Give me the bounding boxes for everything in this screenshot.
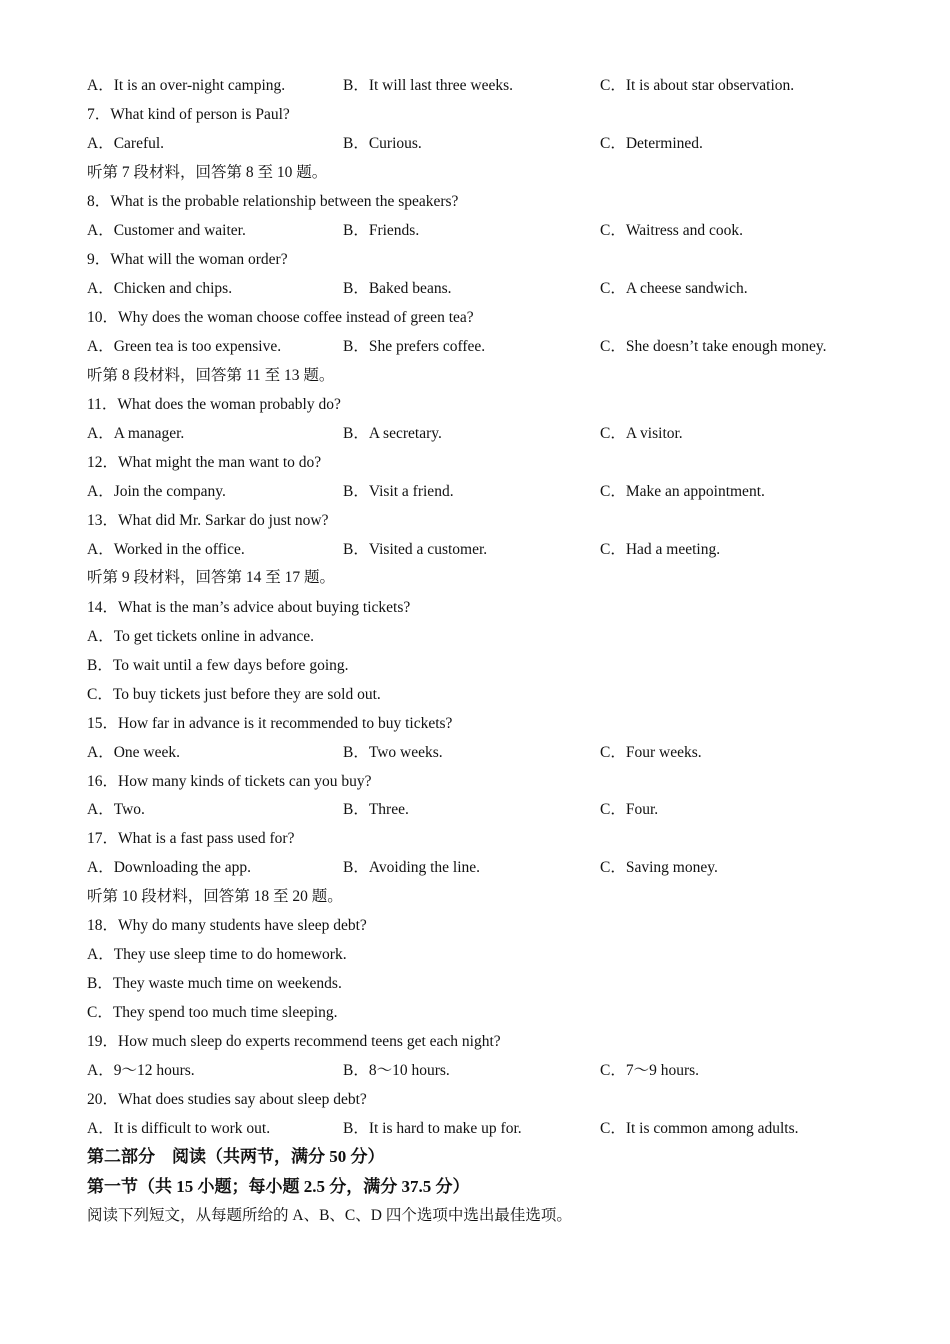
q15-stem: 15．How far in advance is it recommended to buy tickets? xyxy=(87,715,453,732)
q18-option-a: A．They use sleep time to do homework. xyxy=(87,946,347,963)
q11-option-b: B．A secretary. xyxy=(343,425,442,442)
q6-option-a: A．It is an over-night camping. xyxy=(87,77,286,94)
q13-option-b: B．Visited a customer. xyxy=(343,541,488,558)
q10-option-c: C．She doesn’t take enough money. xyxy=(600,338,827,355)
q20-stem: 20．What does studies say about sleep debt? xyxy=(87,1091,367,1108)
q16-option-b: B．Three. xyxy=(343,801,409,818)
q13-option-c: C．Had a meeting. xyxy=(600,541,721,558)
q9-option-b: B．Baked beans. xyxy=(343,280,452,297)
part-2-title: 第二部分 阅读（共两节，满分 50 分） xyxy=(87,1147,385,1166)
section-9-instruction: 听第 9 段材料，回答第 14 至 17 题。 xyxy=(87,569,336,586)
q18-option-c: C．They spend too much time sleeping. xyxy=(87,1004,338,1021)
q17-option-a: A．Downloading the app. xyxy=(87,859,252,876)
q8-stem: 8．What is the probable relationship between the speakers? xyxy=(87,193,459,210)
reading-instruction: 阅读下列短文，从每题所给的 A、B、C、D 四个选项中选出最佳选项。 xyxy=(87,1207,572,1224)
q20-option-c: C．It is common among adults. xyxy=(600,1120,799,1137)
q8-option-b: B．Friends. xyxy=(343,222,420,239)
q7-option-c: C．Determined. xyxy=(600,135,703,152)
q9-stem: 9．What will the woman order? xyxy=(87,251,288,268)
q12-option-a: A．Join the company. xyxy=(87,483,226,500)
section-7-instruction: 听第 7 段材料，回答第 8 至 10 题。 xyxy=(87,164,328,181)
q13-stem: 13．What did Mr. Sarkar do just now? xyxy=(87,512,329,529)
q11-option-a: A．A manager. xyxy=(87,425,185,442)
q14-option-c: C．To buy tickets just before they are sold out. xyxy=(87,686,381,703)
q6-option-c: C．It is about star observation. xyxy=(600,77,795,94)
q16-stem: 16．How many kinds of tickets can you buy? xyxy=(87,773,372,790)
q17-option-b: B．Avoiding the line. xyxy=(343,859,481,876)
q14-option-a: A．To get tickets online in advance. xyxy=(87,628,315,645)
q17-option-c: C．Saving money. xyxy=(600,859,718,876)
q16-option-c: C．Four. xyxy=(600,801,659,818)
q19-option-c: C．7～9 hours. xyxy=(600,1062,700,1079)
part-2-section-1-title: 第一节（共 15 小题；每小题 2.5 分，满分 37.5 分） xyxy=(87,1177,470,1196)
q18-option-b: B．They waste much time on weekends. xyxy=(87,975,342,992)
q15-option-b: B．Two weeks. xyxy=(343,744,443,761)
q7-stem: 7．What kind of person is Paul? xyxy=(87,106,290,123)
q20-option-b: B．It is hard to make up for. xyxy=(343,1120,522,1137)
q15-option-a: A．One week. xyxy=(87,744,180,761)
q17-stem: 17．What is a fast pass used for? xyxy=(87,830,295,847)
q7-option-b: B．Curious. xyxy=(343,135,422,152)
section-8-instruction: 听第 8 段材料，回答第 11 至 13 题。 xyxy=(87,367,335,384)
q19-option-b: B．8～10 hours. xyxy=(343,1062,450,1079)
q12-option-b: B．Visit a friend. xyxy=(343,483,454,500)
q8-option-c: C．Waitress and cook. xyxy=(600,222,743,239)
q9-option-a: A．Chicken and chips. xyxy=(87,280,233,297)
q14-stem: 14．What is the man’s advice about buying tickets? xyxy=(87,599,411,616)
section-10-instruction: 听第 10 段材料，回答第 18 至 20 题。 xyxy=(87,888,343,905)
q10-option-b: B．She prefers coffee. xyxy=(343,338,486,355)
q13-option-a: A．Worked in the office. xyxy=(87,541,245,558)
q20-option-a: A．It is difficult to work out. xyxy=(87,1120,271,1137)
q18-stem: 18．Why do many students have sleep debt? xyxy=(87,917,367,934)
q16-option-a: A．Two. xyxy=(87,801,145,818)
q19-option-a: A．9～12 hours. xyxy=(87,1062,195,1079)
q11-stem: 11．What does the woman probably do? xyxy=(87,396,341,413)
q10-option-a: A．Green tea is too expensive. xyxy=(87,338,282,355)
q15-option-c: C．Four weeks. xyxy=(600,744,702,761)
q9-option-c: C．A cheese sandwich. xyxy=(600,280,748,297)
q6-option-b: B．It will last three weeks. xyxy=(343,77,514,94)
q7-option-a: A．Careful. xyxy=(87,135,165,152)
q8-option-a: A．Customer and waiter. xyxy=(87,222,246,239)
q10-stem: 10．Why does the woman choose coffee instead of green tea? xyxy=(87,309,474,326)
q19-stem: 19．How much sleep do experts recommend teens get each night? xyxy=(87,1033,501,1050)
q12-option-c: C．Make an appointment. xyxy=(600,483,765,500)
q14-option-b: B．To wait until a few days before going. xyxy=(87,657,349,674)
q12-stem: 12．What might the man want to do? xyxy=(87,454,322,471)
q11-option-c: C．A visitor. xyxy=(600,425,683,442)
